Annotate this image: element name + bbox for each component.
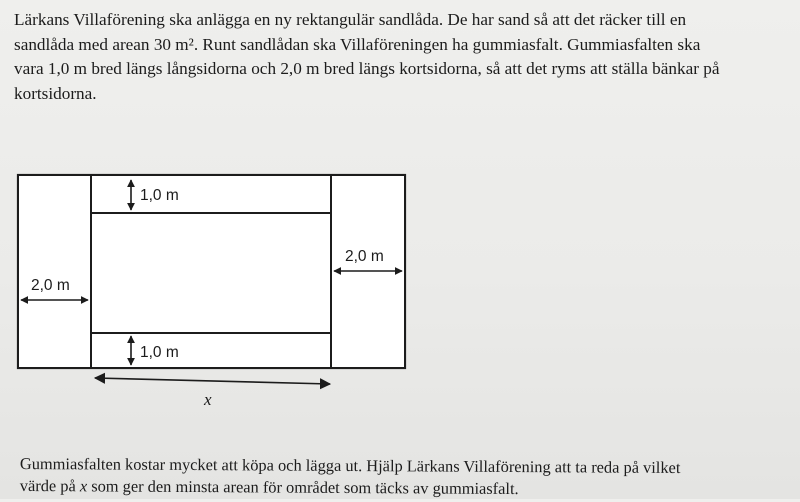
sandbox-diagram	[0, 160, 440, 420]
right-width-label: 2,0 m	[345, 248, 384, 265]
top-rubber-strip	[91, 175, 331, 213]
x-length-arrow	[95, 378, 330, 384]
top-width-label: 1,0 m	[140, 187, 179, 204]
sandbox-rectangle	[91, 213, 331, 333]
question-line-2-end: som ger den minsta arean för området som täcks av gummiasfalt.	[91, 476, 519, 499]
problem-question	[20, 453, 798, 502]
intro-line-1: Lärkans Villaförening ska anlägga en ny rektangulär sandlåda. De har sand så att det räcker till en	[14, 10, 687, 29]
sandbox-diagram-svg	[0, 160, 440, 420]
problem-intro	[14, 8, 798, 106]
left-rubber-strip	[18, 175, 91, 368]
intro-line-3: vara 1,0 m bred längs långsidorna och 2,0 m bred längs kortsidorna, så att det ryms att ställa bänkar på	[14, 59, 720, 78]
bottom-width-label: 1,0 m	[140, 344, 179, 361]
question-variable: x	[79, 476, 88, 496]
left-width-label: 2,0 m	[31, 277, 70, 294]
intro-line-2: sandlåda med arean 30 m². Runt sandlådan ska Villaföreningen ha gummiasfalt. Gummiasfalten ska	[14, 34, 701, 54]
question-line-2-start: värde på	[19, 475, 76, 496]
question-line-2	[20, 475, 798, 502]
bottom-rubber-strip	[91, 333, 331, 368]
intro-line-4: kortsidorna.	[14, 83, 97, 103]
question-line-1: Gummiasfalten kostar mycket att köpa och lägga ut. Hjälp Lärkans Villaförening att ta reda på vilket	[19, 453, 681, 478]
x-length-label: x	[204, 390, 212, 409]
